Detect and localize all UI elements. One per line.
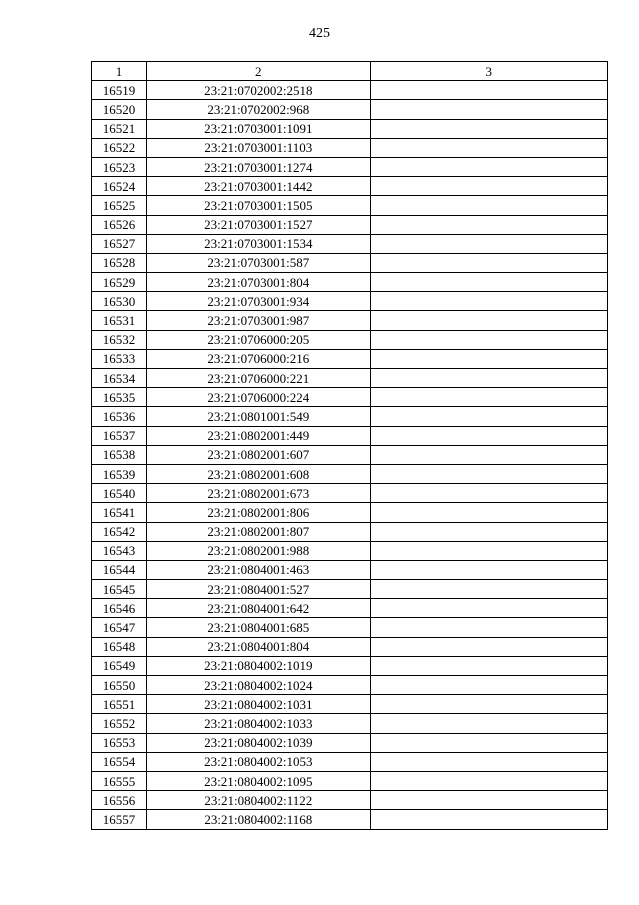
cadastral-number-cell: 23:21:0702002:2518 — [147, 81, 370, 100]
note-cell — [370, 157, 607, 176]
row-number-cell: 16549 — [92, 656, 147, 675]
table-row — [92, 503, 608, 522]
table-row — [92, 215, 608, 234]
table-row — [92, 522, 608, 541]
row-number-cell: 16546 — [92, 599, 147, 618]
note-cell — [370, 733, 607, 752]
cadastral-number-cell: 23:21:0804002:1053 — [147, 752, 370, 771]
table-body — [92, 81, 608, 829]
table-row — [92, 560, 608, 579]
note-cell — [370, 791, 607, 810]
row-number-cell: 16551 — [92, 695, 147, 714]
note-cell — [370, 119, 607, 138]
row-number-cell: 16539 — [92, 464, 147, 483]
row-number-cell: 16523 — [92, 157, 147, 176]
table-row — [92, 100, 608, 119]
row-number-cell: 16520 — [92, 100, 147, 119]
row-number-cell: 16535 — [92, 388, 147, 407]
table-row — [92, 157, 608, 176]
table-row — [92, 196, 608, 215]
table-row — [92, 599, 608, 618]
note-cell — [370, 369, 607, 388]
note-cell — [370, 676, 607, 695]
cadastral-number-cell: 23:21:0804002:1019 — [147, 656, 370, 675]
note-cell — [370, 714, 607, 733]
row-number-cell: 16519 — [92, 81, 147, 100]
row-number-cell: 16550 — [92, 676, 147, 695]
note-cell — [370, 656, 607, 675]
cadastral-number-cell: 23:21:0804002:1033 — [147, 714, 370, 733]
note-cell — [370, 522, 607, 541]
cadastral-number-cell: 23:21:0703001:1534 — [147, 234, 370, 253]
row-number-cell: 16542 — [92, 522, 147, 541]
cadastral-number-cell: 23:21:0802001:608 — [147, 464, 370, 483]
cadastral-number-cell: 23:21:0802001:607 — [147, 445, 370, 464]
table-row — [92, 388, 608, 407]
table-row — [92, 426, 608, 445]
table-row — [92, 445, 608, 464]
cadastral-number-cell: 23:21:0804001:804 — [147, 637, 370, 656]
cadastral-number-cell: 23:21:0804002:1122 — [147, 791, 370, 810]
row-number-cell: 16557 — [92, 810, 147, 829]
note-cell — [370, 81, 607, 100]
cadastral-number-cell: 23:21:0804001:642 — [147, 599, 370, 618]
row-number-cell: 16554 — [92, 752, 147, 771]
cadastral-number-cell: 23:21:0801001:549 — [147, 407, 370, 426]
cadastral-number-cell: 23:21:0802001:673 — [147, 484, 370, 503]
table-row — [92, 637, 608, 656]
table-row — [92, 349, 608, 368]
note-cell — [370, 273, 607, 292]
note-cell — [370, 560, 607, 579]
table-row — [92, 791, 608, 810]
row-number-cell: 16547 — [92, 618, 147, 637]
table-row — [92, 580, 608, 599]
note-cell — [370, 177, 607, 196]
cadastral-number-cell: 23:21:0804001:463 — [147, 560, 370, 579]
table-row — [92, 138, 608, 157]
table-row — [92, 177, 608, 196]
row-number-cell: 16525 — [92, 196, 147, 215]
cadastral-number-cell: 23:21:0703001:934 — [147, 292, 370, 311]
table-row — [92, 714, 608, 733]
cadastral-number-cell: 23:21:0703001:1505 — [147, 196, 370, 215]
table-row — [92, 695, 608, 714]
cadastral-number-cell: 23:21:0802001:807 — [147, 522, 370, 541]
row-number-cell: 16530 — [92, 292, 147, 311]
table-row — [92, 311, 608, 330]
row-number-cell: 16527 — [92, 234, 147, 253]
table-row — [92, 234, 608, 253]
cadastral-number-cell: 23:21:0804002:1095 — [147, 771, 370, 790]
row-number-cell: 16556 — [92, 791, 147, 810]
cadastral-number-cell: 23:21:0706000:205 — [147, 330, 370, 349]
row-number-cell: 16540 — [92, 484, 147, 503]
cadastral-number-cell: 23:21:0703001:987 — [147, 311, 370, 330]
table-row — [92, 273, 608, 292]
row-number-cell: 16534 — [92, 369, 147, 388]
note-cell — [370, 484, 607, 503]
cadastral-number-cell: 23:21:0703001:804 — [147, 273, 370, 292]
note-cell — [370, 599, 607, 618]
note-cell — [370, 637, 607, 656]
cadastral-number-cell: 23:21:0703001:1103 — [147, 138, 370, 157]
cadastral-number-cell: 23:21:0804002:1039 — [147, 733, 370, 752]
table-row — [92, 810, 608, 829]
cadastral-number-cell: 23:21:0706000:224 — [147, 388, 370, 407]
row-number-cell: 16536 — [92, 407, 147, 426]
row-number-cell: 16555 — [92, 771, 147, 790]
table-row — [92, 253, 608, 272]
page-number: 425 — [309, 26, 330, 41]
row-number-cell: 16532 — [92, 330, 147, 349]
note-cell — [370, 138, 607, 157]
table-row — [92, 541, 608, 560]
table-row — [92, 292, 608, 311]
table-row — [92, 752, 608, 771]
table-row — [92, 771, 608, 790]
table-row — [92, 484, 608, 503]
cadastral-number-cell: 23:21:0802001:988 — [147, 541, 370, 560]
table-row — [92, 81, 608, 100]
note-cell — [370, 215, 607, 234]
row-number-cell: 16537 — [92, 426, 147, 445]
note-cell — [370, 253, 607, 272]
note-cell — [370, 196, 607, 215]
cadastral-number-cell: 23:21:0802001:449 — [147, 426, 370, 445]
note-cell — [370, 234, 607, 253]
cadastral-number-cell: 23:21:0804001:527 — [147, 580, 370, 599]
row-number-cell: 16543 — [92, 541, 147, 560]
column-header-2: 2 — [147, 62, 370, 81]
note-cell — [370, 407, 607, 426]
cadastral-number-cell: 23:21:0703001:587 — [147, 253, 370, 272]
table-row — [92, 618, 608, 637]
cadastral-number-cell: 23:21:0706000:221 — [147, 369, 370, 388]
table-row — [92, 676, 608, 695]
table-row — [92, 464, 608, 483]
cadastral-number-cell: 23:21:0804001:685 — [147, 618, 370, 637]
note-cell — [370, 445, 607, 464]
cadastral-table — [91, 61, 608, 830]
cadastral-number-cell: 23:21:0703001:1442 — [147, 177, 370, 196]
row-number-cell: 16533 — [92, 349, 147, 368]
note-cell — [370, 426, 607, 445]
note-cell — [370, 349, 607, 368]
note-cell — [370, 311, 607, 330]
table-header-row — [92, 62, 608, 81]
row-number-cell: 16545 — [92, 580, 147, 599]
row-number-cell: 16524 — [92, 177, 147, 196]
row-number-cell: 16541 — [92, 503, 147, 522]
row-number-cell: 16548 — [92, 637, 147, 656]
note-cell — [370, 618, 607, 637]
table-row — [92, 119, 608, 138]
row-number-cell: 16529 — [92, 273, 147, 292]
table-row — [92, 369, 608, 388]
column-header-1: 1 — [92, 62, 147, 81]
row-number-cell: 16553 — [92, 733, 147, 752]
cadastral-number-cell: 23:21:0802001:806 — [147, 503, 370, 522]
row-number-cell: 16526 — [92, 215, 147, 234]
note-cell — [370, 771, 607, 790]
cadastral-number-cell: 23:21:0804002:1024 — [147, 676, 370, 695]
cadastral-number-cell: 23:21:0804002:1031 — [147, 695, 370, 714]
note-cell — [370, 810, 607, 829]
note-cell — [370, 695, 607, 714]
row-number-cell: 16552 — [92, 714, 147, 733]
cadastral-number-cell: 23:21:0706000:216 — [147, 349, 370, 368]
table-row — [92, 407, 608, 426]
column-header-3: 3 — [370, 62, 607, 81]
note-cell — [370, 292, 607, 311]
cadastral-number-cell: 23:21:0703001:1091 — [147, 119, 370, 138]
note-cell — [370, 580, 607, 599]
note-cell — [370, 752, 607, 771]
note-cell — [370, 100, 607, 119]
row-number-cell: 16544 — [92, 560, 147, 579]
row-number-cell: 16531 — [92, 311, 147, 330]
row-number-cell: 16522 — [92, 138, 147, 157]
table-row — [92, 330, 608, 349]
cadastral-number-cell: 23:21:0702002:968 — [147, 100, 370, 119]
row-number-cell: 16521 — [92, 119, 147, 138]
note-cell — [370, 503, 607, 522]
note-cell — [370, 464, 607, 483]
cadastral-number-cell: 23:21:0703001:1527 — [147, 215, 370, 234]
row-number-cell: 16538 — [92, 445, 147, 464]
table-row — [92, 733, 608, 752]
cadastral-number-cell: 23:21:0804002:1168 — [147, 810, 370, 829]
row-number-cell: 16528 — [92, 253, 147, 272]
note-cell — [370, 541, 607, 560]
cadastral-number-cell: 23:21:0703001:1274 — [147, 157, 370, 176]
note-cell — [370, 388, 607, 407]
note-cell — [370, 330, 607, 349]
table-row — [92, 656, 608, 675]
